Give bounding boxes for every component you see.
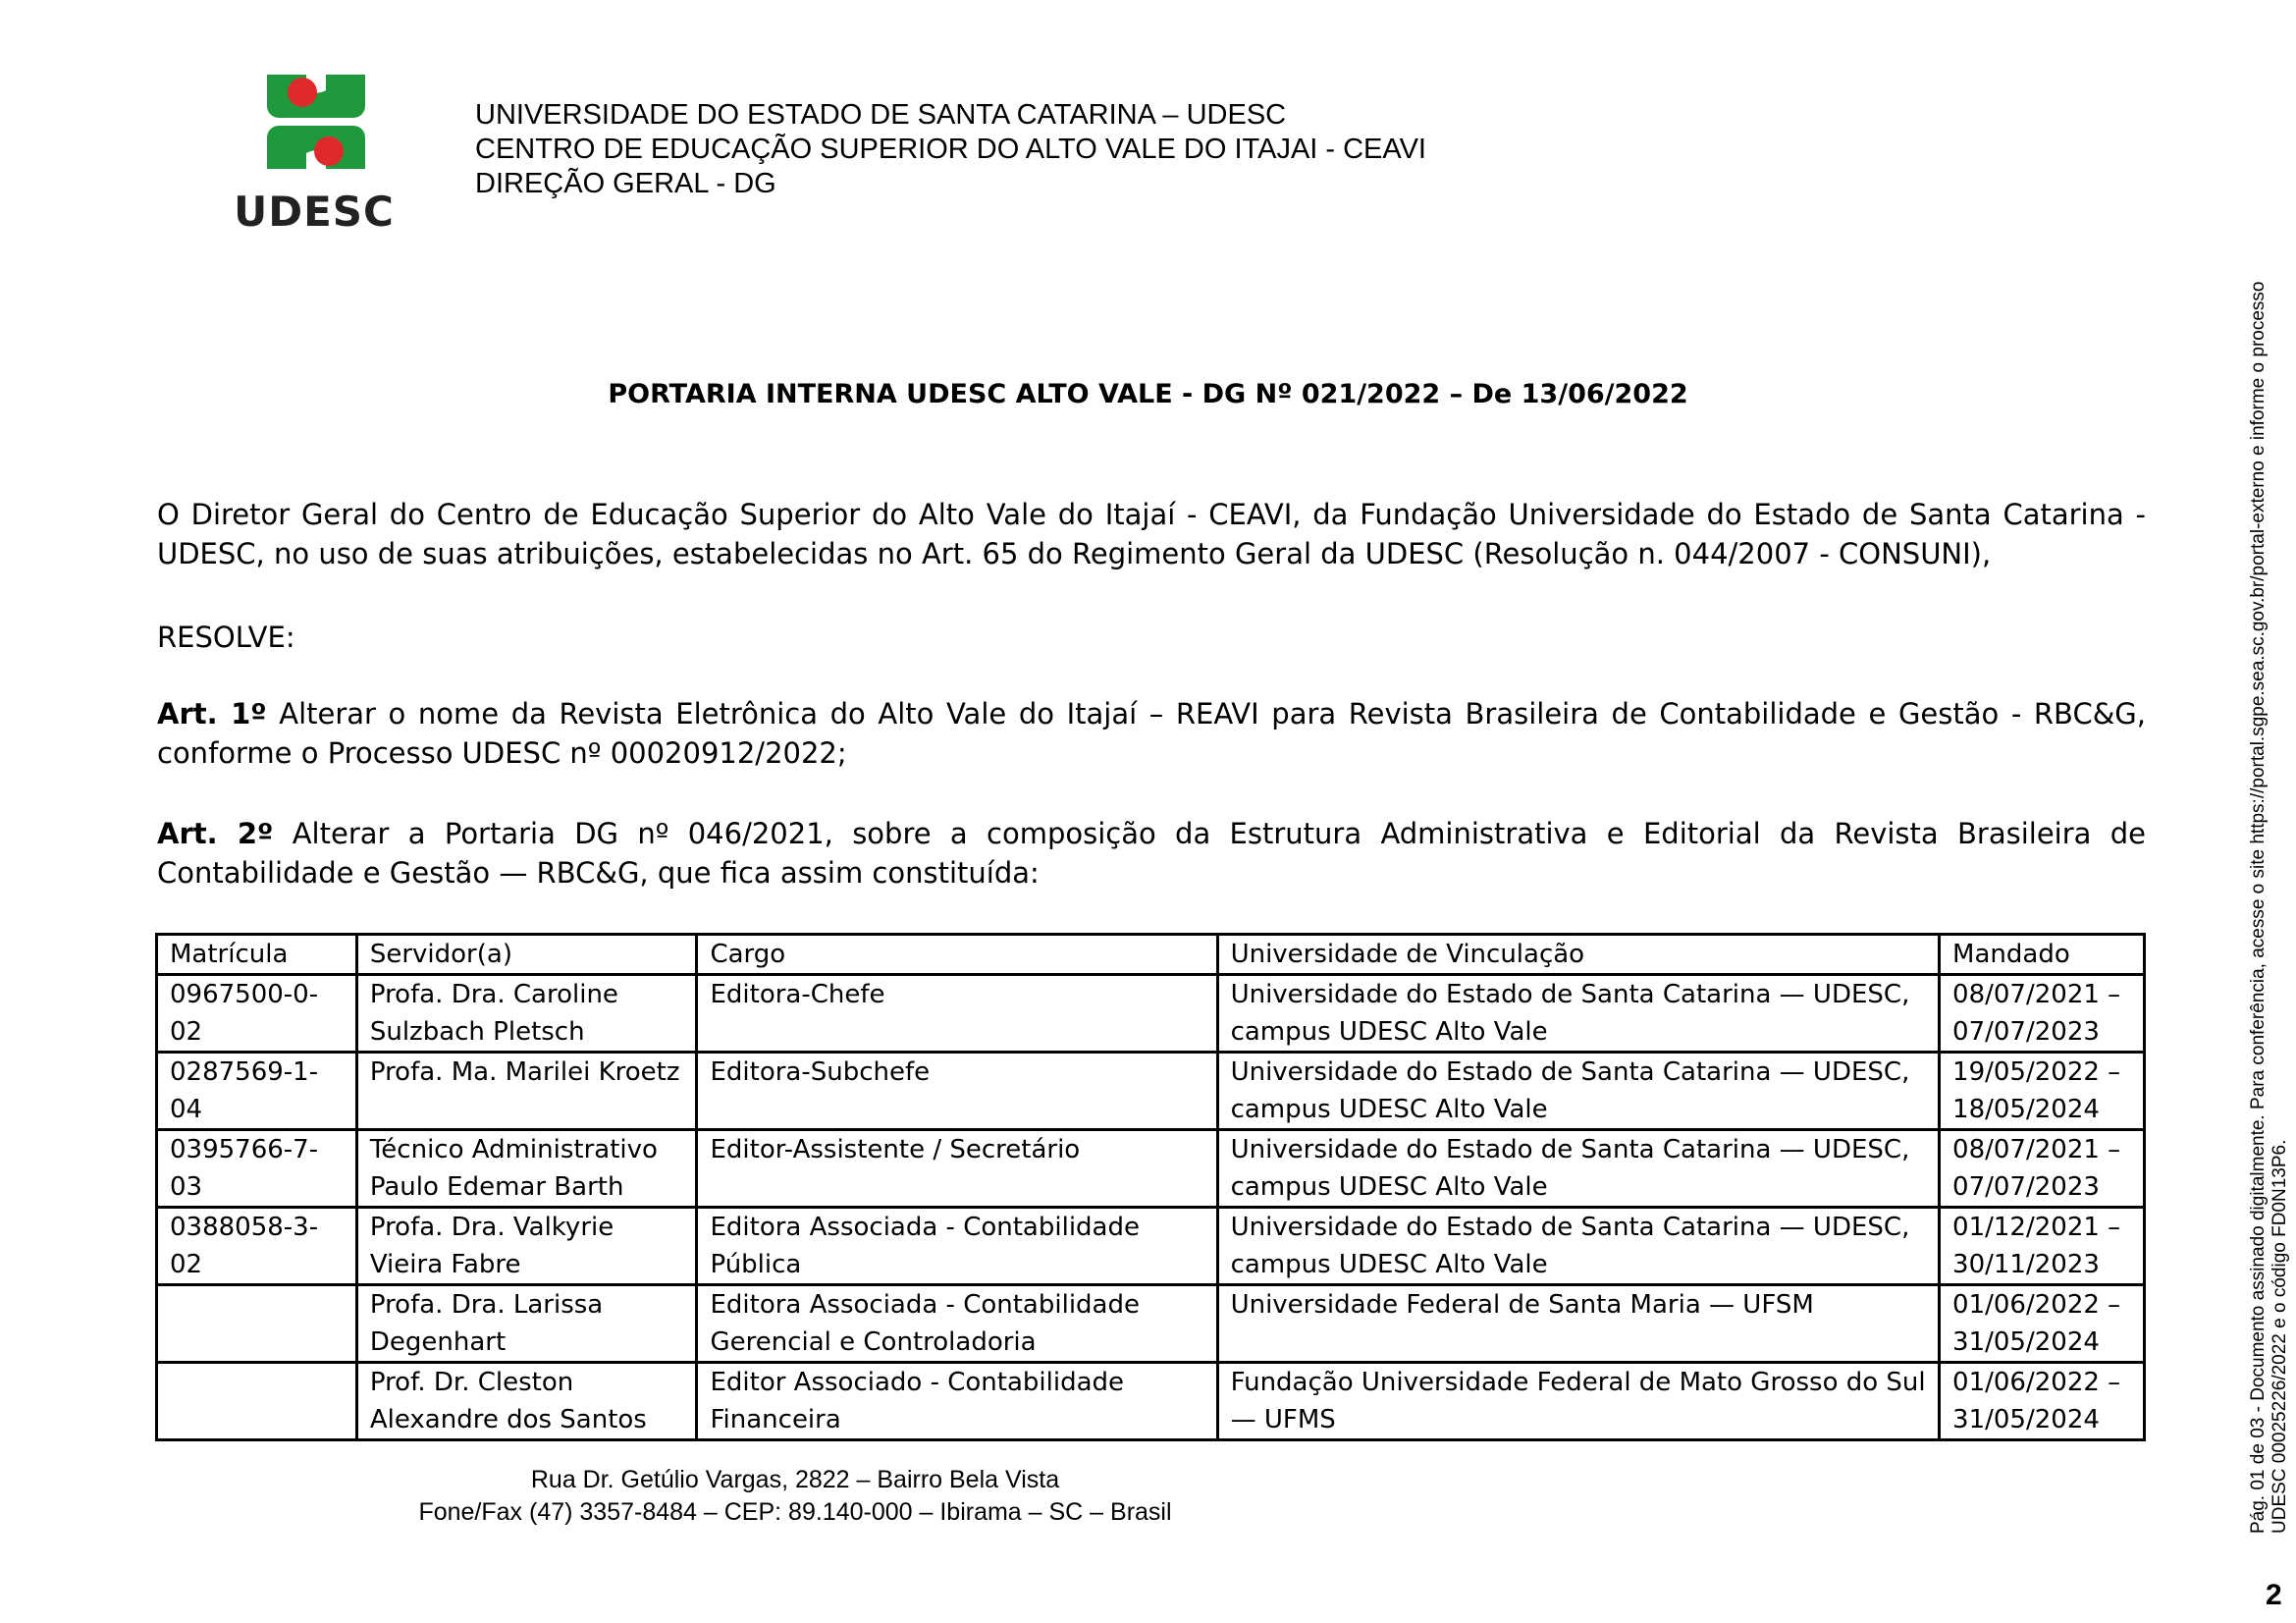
cargo-cell: Editora Associada - Contabilidade Gerencial e Controladoria xyxy=(697,1285,1217,1363)
cargo-cell: Editor-Assistente / Secretário xyxy=(697,1130,1217,1208)
cargo-cell: Editora-Subchefe xyxy=(697,1053,1217,1130)
table-row xyxy=(157,1208,2145,1285)
servidor-cell: Profa. Dra. Larissa Degenhart xyxy=(356,1285,697,1363)
footer-contact: Fone/Fax (47) 3357-8484 – CEP: 89.140-000 – Ibirama – SC – Brasil xyxy=(418,1498,1172,1526)
universidade-cell: Universidade do Estado de Santa Catarina — UDESC, campus UDESC Alto Vale xyxy=(1217,1130,1939,1208)
column-header: Servidor(a) xyxy=(356,935,697,975)
table-row xyxy=(157,975,2145,1053)
column-header: Mandado xyxy=(1940,935,2145,975)
mandado-cell: 01/06/2022 – 31/05/2024 xyxy=(1940,1363,2145,1440)
article-1 xyxy=(157,694,2146,773)
logo-top-dot xyxy=(288,78,317,107)
cargo-cell: Editora-Chefe xyxy=(697,975,1217,1053)
article-2 xyxy=(157,814,2146,893)
header-line-1: UNIVERSIDADE DO ESTADO DE SANTA CATARINA – UDESC xyxy=(475,99,1287,131)
page-number: 2 xyxy=(2266,1579,2282,1611)
mandado-cell: 01/12/2021 – 30/11/2023 xyxy=(1940,1208,2145,1285)
table-row xyxy=(157,1130,2145,1208)
intro-paragraph: O Diretor Geral do Centro de Educação Superior do Alto Vale do Itajaí - CEAVI, da Fundação Universidade do Estado de Santa Catarina - UDESC, no uso de suas atribuições, estabelecidas no Art. 65 do Regimento Geral da UDESC (Resolução n. 044/2007 - CONSUNI), xyxy=(157,498,2146,570)
servidor-cell: Profa. Dra. Caroline Sulzbach Pletsch xyxy=(356,975,697,1053)
side-note-line-2: UDESC 00025226/2022 e o código FD0N13P6. xyxy=(2269,1139,2290,1534)
article-2-label: Art. 2º xyxy=(157,817,274,850)
matricula-cell xyxy=(157,1363,357,1440)
cargo-cell: Editora Associada - Contabilidade Pública xyxy=(697,1208,1217,1285)
cargo-cell: Editor Associado - Contabilidade Financeira xyxy=(697,1363,1217,1440)
table-row xyxy=(157,1053,2145,1130)
universidade-cell: Universidade do Estado de Santa Catarina — UDESC, campus UDESC Alto Vale xyxy=(1217,1053,1939,1130)
article-1-label: Art. 1º xyxy=(157,697,267,730)
universidade-cell: Fundação Universidade Federal de Mato Grosso do Sul — UFMS xyxy=(1217,1363,1939,1440)
mandado-cell: 01/06/2022 – 31/05/2024 xyxy=(1940,1285,2145,1363)
header-line-2: CENTRO DE EDUCAÇÃO SUPERIOR DO ALTO VALE DO ITAJAI - CEAVI xyxy=(475,134,1426,165)
side-note-line-1: Pág. 01 de 03 - Documento assinado digitalmente. Para conferência, acesse o site https://portal.sgpe.sea.sc.gov.br/portal-externo e informe o processo xyxy=(2248,281,2269,1534)
article-2-text: Alterar a Portaria DG nº 046/2021, sobre a composição da Estrutura Administrativa e Editorial da Revista Brasileira de Contabilidade e Gestão — RBC&G, que fica assim constituída: xyxy=(157,817,2146,890)
mandado-cell: 08/07/2021 – 07/07/2023 xyxy=(1940,1130,2145,1208)
footer-address: Rua Dr. Getúlio Vargas, 2822 – Bairro Bela Vista xyxy=(530,1466,1060,1493)
article-1-text: Alterar o nome da Revista Eletrônica do Alto Vale do Itajaí – REAVI para Revista Brasileira de Contabilidade e Gestão - RBC&G, conforme o Processo UDESC nº 00020912/2022; xyxy=(157,697,2146,770)
header-line-3: DIREÇÃO GERAL - DG xyxy=(475,168,776,199)
table-row xyxy=(157,1363,2145,1440)
resolve-heading: RESOLVE: xyxy=(157,621,295,654)
address-footer xyxy=(0,1464,1590,1529)
editorial-board-table xyxy=(155,933,2146,1441)
matricula-cell xyxy=(157,1285,357,1363)
matricula-cell: 0395766-7-03 xyxy=(157,1130,357,1208)
table-row xyxy=(157,1285,2145,1363)
universidade-cell: Universidade do Estado de Santa Catarina — UDESC, campus UDESC Alto Vale xyxy=(1217,975,1939,1053)
signature-verification-note xyxy=(2248,61,2291,1534)
matricula-cell: 0287569-1-04 xyxy=(157,1053,357,1130)
udesc-logo xyxy=(216,71,412,238)
table-header-row xyxy=(157,935,2145,975)
servidor-cell: Profa. Ma. Marilei Kroetz xyxy=(356,1053,697,1130)
mandado-cell: 19/05/2022 – 18/05/2024 xyxy=(1940,1053,2145,1130)
matricula-cell: 0388058-3-02 xyxy=(157,1208,357,1285)
universidade-cell: Universidade Federal de Santa Maria — UFSM xyxy=(1217,1285,1939,1363)
matricula-cell: 0967500-0-02 xyxy=(157,975,357,1053)
servidor-cell: Técnico Administrativo Paulo Edemar Barth xyxy=(356,1130,697,1208)
column-header: Cargo xyxy=(697,935,1217,975)
servidor-cell: Profa. Dra. Valkyrie Vieira Fabre xyxy=(356,1208,697,1285)
institution-header xyxy=(475,98,1426,201)
logo-wordmark: UDESC xyxy=(234,188,395,236)
column-header: Universidade de Vinculação xyxy=(1217,935,1939,975)
universidade-cell: Universidade do Estado de Santa Catarina — UDESC, campus UDESC Alto Vale xyxy=(1217,1208,1939,1285)
logo-bottom-dot xyxy=(314,136,344,166)
document-title: PORTARIA INTERNA UDESC ALTO VALE - DG Nº 021/2022 – De 13/06/2022 xyxy=(608,379,1688,409)
mandado-cell: 08/07/2021 – 07/07/2023 xyxy=(1940,975,2145,1053)
column-header: Matrícula xyxy=(157,935,357,975)
servidor-cell: Prof. Dr. Cleston Alexandre dos Santos xyxy=(356,1363,697,1440)
